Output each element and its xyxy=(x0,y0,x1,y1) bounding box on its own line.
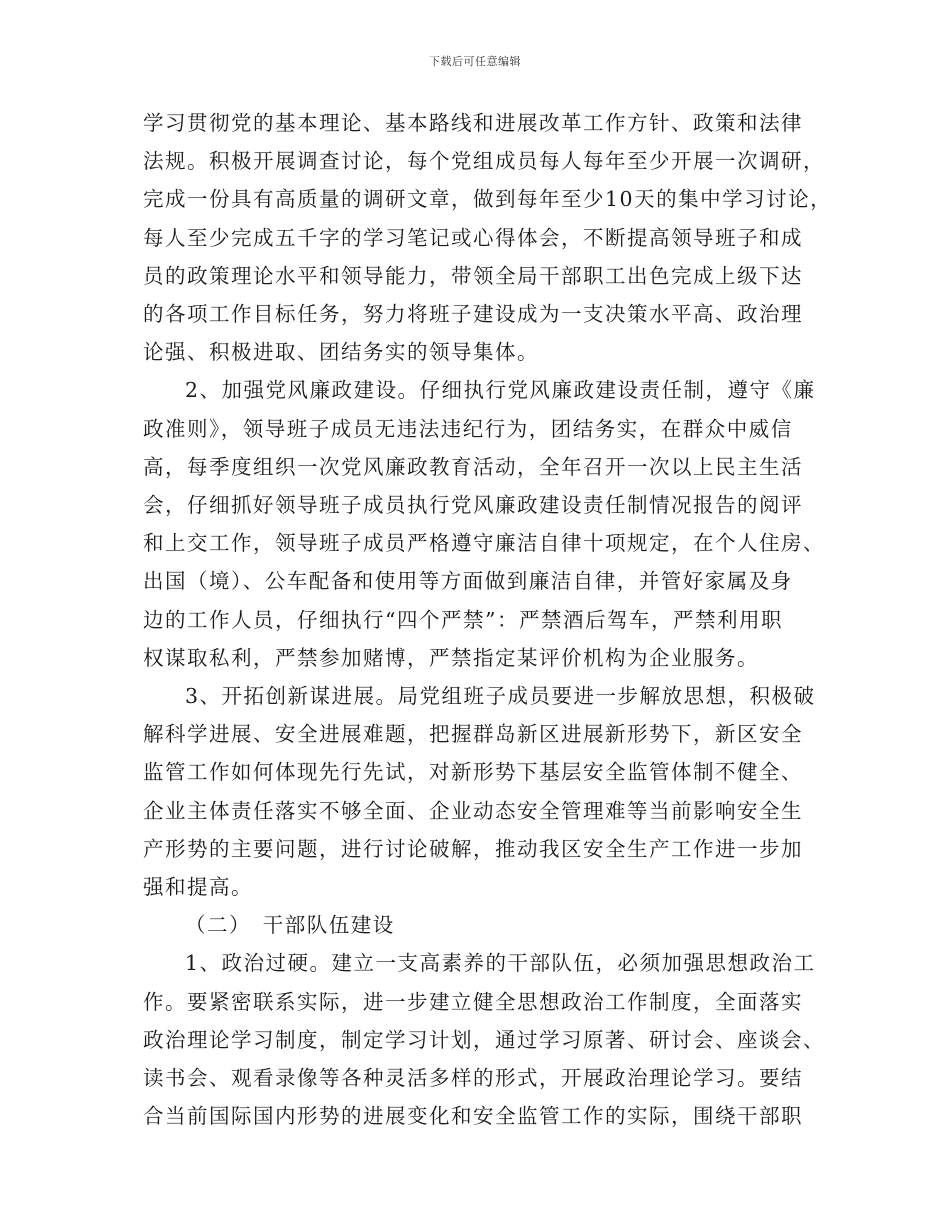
section-subheading xyxy=(143,906,815,944)
document-body xyxy=(143,104,833,1135)
text-line: 高，每季度组织一次党风廉政教育活动，全年召开一次以上民主生活 xyxy=(143,454,803,479)
text-line: 产形势的主要问题，进行讨论破解，推动我区安全生产工作进一步加 xyxy=(143,836,803,861)
paragraph-1 xyxy=(143,104,833,371)
text-line: 法规。积极开展调查讨论，每个党组成员每人每年至少开展一次调研， xyxy=(143,149,825,174)
text-line: 的各项工作目标任务，努力将班子建设成为一支决策水平高、政治理 xyxy=(143,302,803,327)
page-header: 下载后可任意编辑 xyxy=(429,55,521,68)
text-line: 会，仔细抓好领导班子成员执行党风廉政建设责任制情况报告的阅评 xyxy=(143,493,803,518)
text-line: 每人至少完成五千字的学习笔记或心得体会，不断提高领导班子和成 xyxy=(143,225,803,250)
text-line: 员的政策理论水平和领导能力，带领全局干部职工出色完成上级下达 xyxy=(143,263,803,288)
text-line: 学习贯彻党的基本理论、基本路线和进展改革工作方针、政策和法律 xyxy=(143,111,803,135)
text-line: 边的工作人员，仔细执行“四个严禁”：严禁酒后驾车，严禁利用职 xyxy=(143,607,783,632)
text-line: 2、加强党风廉政建设。仔细执行党风廉政建设责任制，遵守《廉 xyxy=(185,378,816,403)
text-line: 1、政治过硬。建立一支高素养的干部队伍，必须加强思想政治工 xyxy=(185,951,816,976)
text-line: 3、开拓创新谋进展。局党组班子成员要进一步解放思想，积极破 xyxy=(185,684,816,709)
text-line: 和上交工作，领导班子成员严格遵守廉洁自律十项规定，在个人住房、 xyxy=(143,531,825,556)
text-line: 完成一份具有高质量的调研文章，做到每年至少10天的集中学习讨论， xyxy=(143,187,833,212)
paragraph-2 xyxy=(143,371,825,677)
text-line: 企业主体责任落实不够全面、企业动态安全管理难等当前影响安全生 xyxy=(143,798,803,823)
text-line: 读书会、观看录像等各种灵活多样的形式，开展政治理论学习。要结 xyxy=(143,1066,803,1091)
text-line: 政准则》，领导班子成员无违法违纪行为，团结务实，在群众中威信 xyxy=(143,416,793,441)
text-line: 作。要紧密联系实际，进一步建立健全思想政治工作制度，全面落实 xyxy=(143,989,803,1014)
text-line: 政治理论学习制度，制定学习计划，通过学习原著、研讨会、座谈会、 xyxy=(143,1027,825,1052)
text-line: 出国（境）、公车配备和使用等方面做到廉洁自律，并管好家属及身 xyxy=(143,569,793,594)
text-line: 论强、积极进取、团结务实的领导集体。 xyxy=(143,340,539,365)
text-line: 监管工作如何体现先行先试，对新形势下基层安全监管体制不健全、 xyxy=(143,760,803,785)
paragraph-3 xyxy=(143,677,815,906)
paragraph-5 xyxy=(143,944,825,1135)
text-line: 合当前国际国内形势的进展变化和安全监管工作的实际，围绕干部职 xyxy=(143,1104,803,1129)
subheading-text: （二） 干部队伍建设 xyxy=(185,913,395,938)
text-line: 解科学进展、安全进展难题，把握群岛新区进展新形势下，新区安全 xyxy=(143,722,803,747)
text-line: 强和提高。 xyxy=(143,875,253,900)
text-line: 权谋取私利，严禁参加赌博，严禁指定某评价机构为企业服务。 xyxy=(143,645,759,670)
